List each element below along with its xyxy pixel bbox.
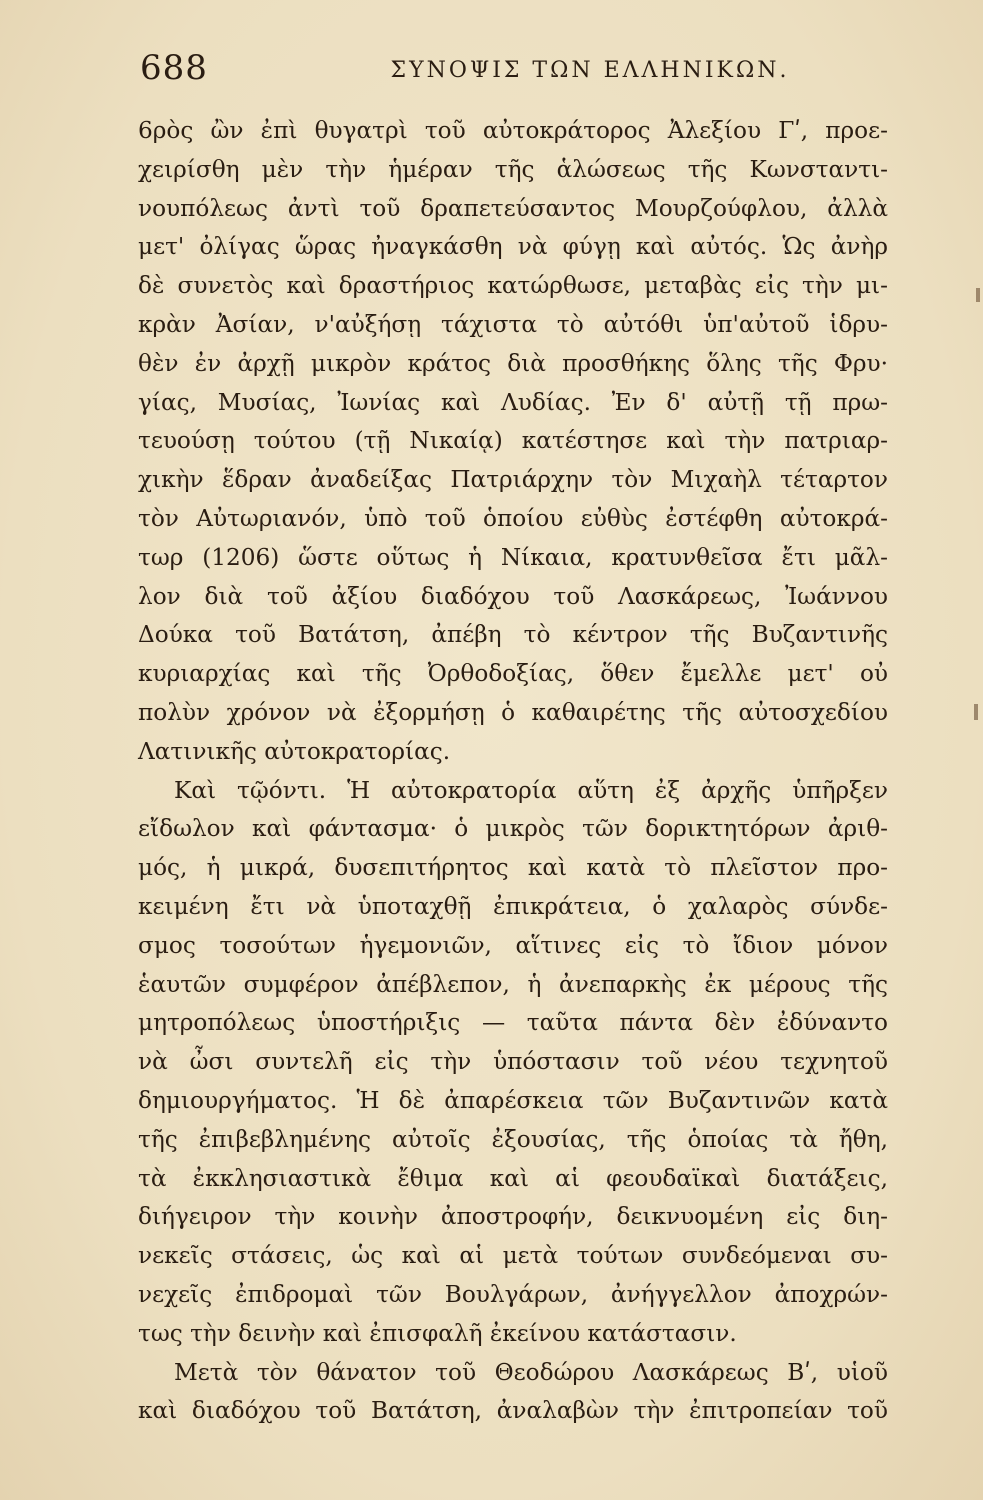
text-line: διήγειρον τὴν κοινὴν ἀποστροφήν, δεικνυομένη εἰς διη- <box>138 1203 888 1231</box>
text-line: γίας, Μυσίας, Ἰωνίας καὶ Λυδίας. Ἐν δ' αὐτῇ τῇ πρω- <box>138 388 888 416</box>
text-line: ἑαυτῶν συμφέρον ἀπέβλεπον, ἡ ἀνεπαρκὴς ἐκ μέρους τῆς <box>138 970 888 998</box>
text-line: κειμένη ἔτι νὰ ὑποταχθῇ ἐπικράτεια, ὁ χαλαρὸς σύνδε- <box>138 892 888 920</box>
body-text <box>138 112 888 1431</box>
text-line: Μετὰ τὸν θάνατον τοῦ Θεοδώρου Λασκάρεως Βʹ, υἱοῦ <box>174 1358 888 1386</box>
text-line: τὰ ἐκκλησιαστικὰ ἔθιμα καὶ αἱ φεουδαϊκαὶ διατάξεις, <box>138 1164 888 1192</box>
text-line: μός, ἡ μικρά, δυσεπιτήρητος καὶ κατὰ τὸ πλεῖστον προ- <box>138 854 888 882</box>
running-head: ΣΥΝΟΨΙΣ ΤΩΝ ΕΛΛΗΝΙΚΩΝ. <box>390 58 790 83</box>
text-line: δὲ συνετὸς καὶ δραστήριος κατώρθωσε, μεταβὰς εἰς τὴν μι- <box>138 272 888 300</box>
page-number: 688 <box>140 48 208 88</box>
text-line: Δούκα τοῦ Βατάτση, ἀπέβη τὸ κέντρον τῆς Βυζαντινῆς <box>138 621 888 649</box>
text-line: μητροπόλεως ὑποστήριξις — ταῦτα πάντα δὲν ἐδύναντο <box>138 1009 888 1037</box>
text-line: εἴδωλον καὶ φάντασμα· ὁ μικρὸς τῶν δορικτητόρων ἀριθ- <box>138 815 888 843</box>
text-line: Καὶ τῷόντι. Ἡ αὐτοκρατορία αὕτη ἐξ ἀρχῆς ὑπῆρξεν <box>174 776 888 804</box>
page-edge-mark <box>974 704 978 720</box>
text-line: κυριαρχίας καὶ τῆς Ὀρθοδοξίας, ὅθεν ἔμελλε μετ' οὐ <box>138 660 888 688</box>
text-line: νεκεῖς στάσεις, ὡς καὶ αἱ μετὰ τούτων συνδεόμεναι συ- <box>138 1242 888 1270</box>
text-line: νὰ ὦσι συντελῆ εἰς τὴν ὑπόστασιν τοῦ νέου τεχνητοῦ <box>138 1048 888 1076</box>
text-line: νουπόλεως ἀντὶ τοῦ δραπετεύσαντος Μουρζούφλου, ἀλλὰ <box>138 194 888 222</box>
text-line: θὲν ἐν ἀρχῇ μικρὸν κράτος διὰ προσθήκης ὅλης τῆς Φρυ· <box>138 349 888 377</box>
text-line: τευούσῃ τούτου (τῇ Νικαίᾳ) κατέστησε καὶ τὴν πατριαρ- <box>138 427 888 455</box>
text-line: νεχεῖς ἐπιδρομαὶ τῶν Βουλγάρων, ἀνήγγελλον ἀποχρών- <box>138 1280 888 1308</box>
text-line: πολὺν χρόνον νὰ ἐξορμήσῃ ὁ καθαιρέτης τῆς αὐτοσχεδίου <box>138 698 888 726</box>
text-line: κρὰν Ἀσίαν, ν'αὐξήσῃ τάχιστα τὸ αὐτόθι ὑπ'αὐτοῦ ἱδρυ- <box>138 310 888 338</box>
text-line: σμος τοσούτων ἡγεμονιῶν, αἵτινες εἰς τὸ ἴδιον μόνον <box>138 931 888 959</box>
text-line: τῆς ἐπιβεβλημένης αὐτοῖς ἐξουσίας, τῆς ὁποίας τὰ ἤθη, <box>138 1125 888 1153</box>
text-line: τως τὴν δεινὴν καὶ ἐπισφαλῆ ἐκείνου κατάστασιν. <box>138 1319 737 1347</box>
text-line: χειρίσθη μὲν τὴν ἡμέραν τῆς ἁλώσεως τῆς Κωνσταντι- <box>138 155 888 183</box>
text-line: μετ' ὀλίγας ὥρας ἠναγκάσθη νὰ φύγῃ καὶ αὐτός. Ὡς ἀνὴρ <box>138 233 888 261</box>
page-edge-mark <box>976 288 980 302</box>
text-line: τωρ (1206) ὥστε οὕτως ἡ Νίκαια, κρατυνθεῖσα ἔτι μᾶλ- <box>138 543 888 571</box>
text-line: Λατινικῆς αὐτοκρατορίας. <box>138 737 451 765</box>
text-line: λον διὰ τοῦ ἀξίου διαδόχου τοῦ Λασκάρεως, Ἰωάννου <box>138 582 888 610</box>
text-line: τὸν Αὐτωριανόν, ὑπὸ τοῦ ὁποίου εὐθὺς ἐστέφθη αὐτοκρά- <box>138 504 888 532</box>
page-header <box>130 48 890 98</box>
text-line: δημιουργήματος. Ἡ δὲ ἀπαρέσκεια τῶν Βυζαντινῶν κατὰ <box>138 1086 888 1114</box>
text-line: καὶ διαδόχου τοῦ Βατάτση, ἀναλαβὼν τὴν ἐπιτροπείαν τοῦ <box>138 1397 888 1425</box>
text-line: χικὴν ἕδραν ἀναδείξας Πατριάρχην τὸν Μιχαὴλ τέταρτον <box>138 466 888 494</box>
text-line: 6ρὸς ὢν ἐπὶ θυγατρὶ τοῦ αὐτοκράτορος Ἀλεξίου Γʹ, προε- <box>138 117 888 144</box>
